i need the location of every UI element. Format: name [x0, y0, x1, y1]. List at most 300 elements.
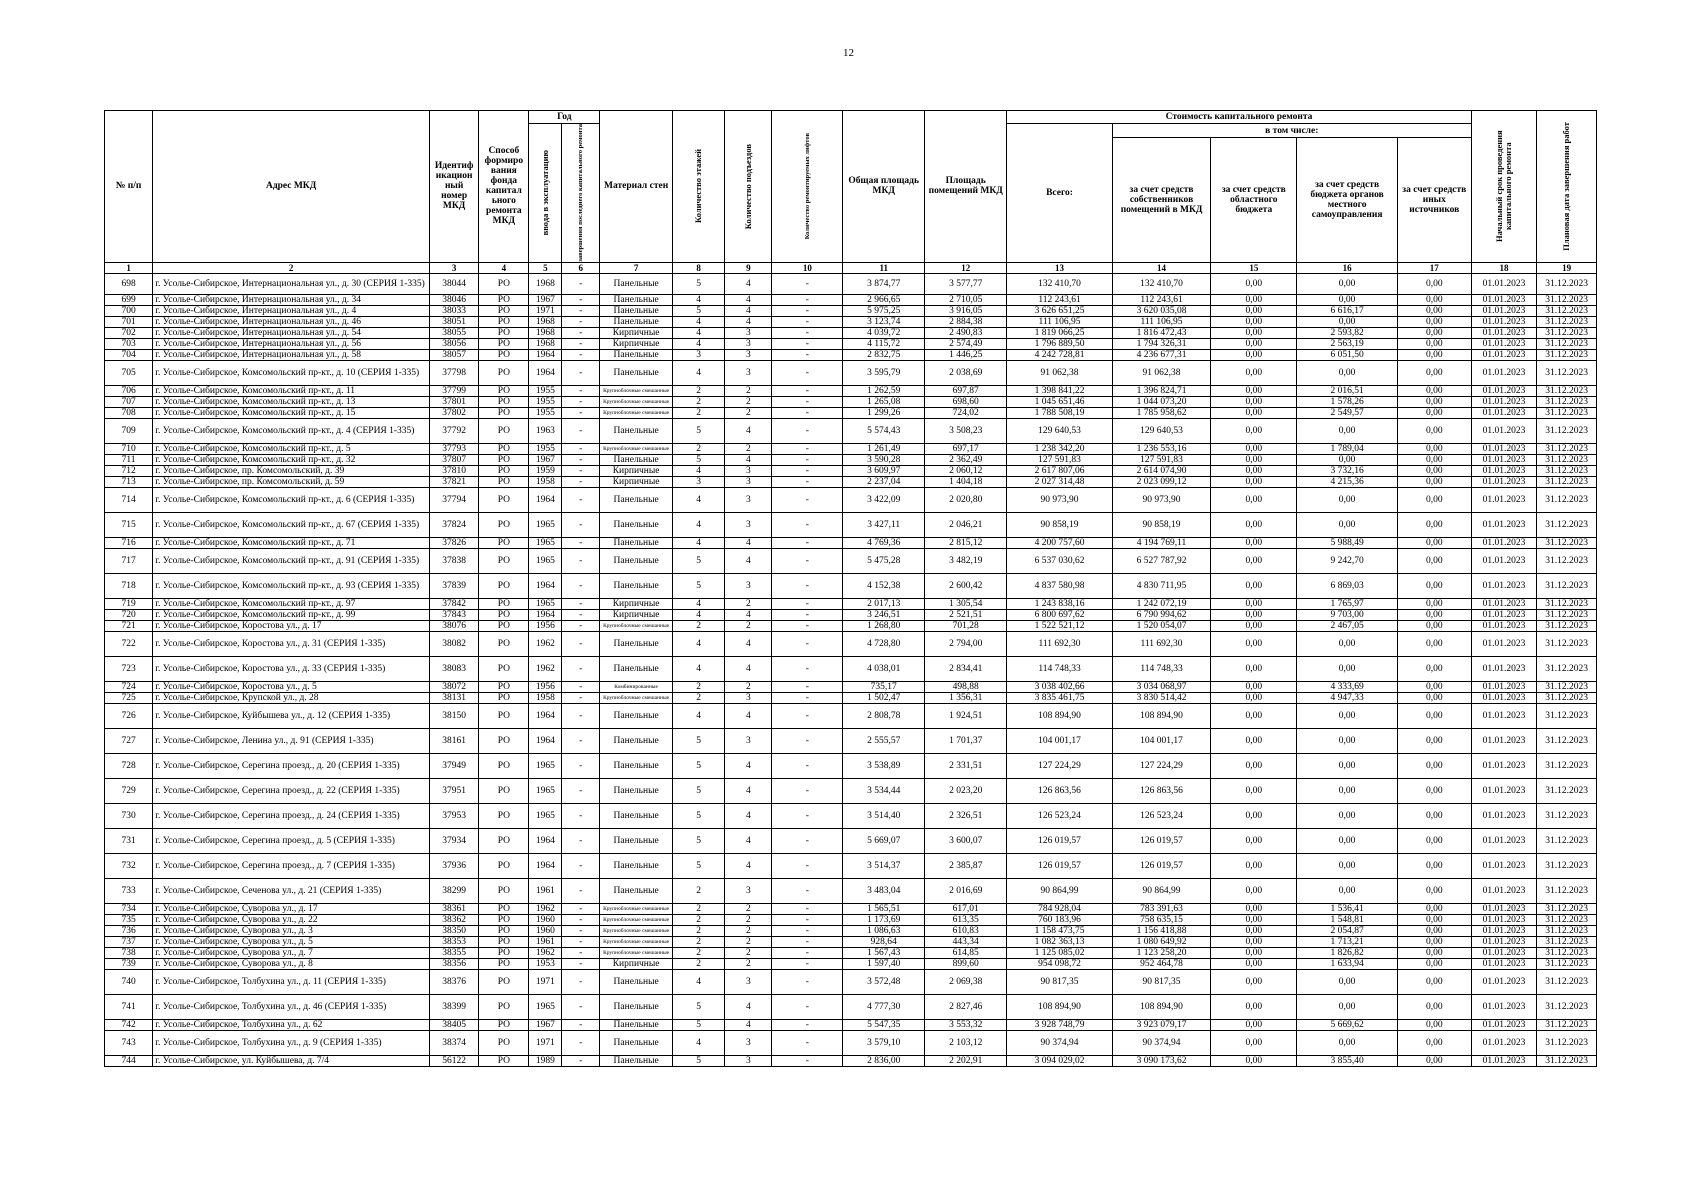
header-start-date-text: Начальный срок проведения капитального ремонта — [1494, 130, 1514, 243]
cost-other: 0,00 — [1397, 728, 1471, 753]
premises-area: 698,60 — [925, 396, 1007, 407]
table-row — [105, 465, 1597, 476]
address: г. Усолье-Сибирское, Интернациональная ул., д. 34 — [153, 294, 430, 305]
cost-owners: 3 034 068,97 — [1112, 681, 1210, 692]
year-last-repair: - — [562, 396, 600, 407]
row-number: 740 — [105, 969, 153, 994]
cost-owners: 90 858,19 — [1112, 512, 1210, 537]
premises-area: 2 331,51 — [925, 753, 1007, 778]
ident-number: 37792 — [430, 418, 479, 443]
column-number: 11 — [843, 262, 925, 273]
year-commission: 1960 — [529, 925, 562, 936]
header-cost-total: Всего: — [1007, 124, 1113, 263]
header-start-date — [1471, 111, 1537, 263]
start-date: 01.01.2023 — [1471, 728, 1537, 753]
header-incl: в том числе: — [1112, 124, 1471, 138]
cost-other: 0,00 — [1397, 443, 1471, 454]
table-row — [105, 573, 1597, 598]
row-number: 719 — [105, 598, 153, 609]
entrances: 4 — [725, 631, 772, 656]
row-number: 744 — [105, 1055, 153, 1066]
floors: 2 — [673, 914, 725, 925]
cost-other: 0,00 — [1397, 903, 1471, 914]
year-commission: 1967 — [529, 454, 562, 465]
end-date: 31.12.2023 — [1537, 656, 1597, 681]
entrances: 3 — [725, 512, 772, 537]
cost-other: 0,00 — [1397, 385, 1471, 396]
cost-local: 0,00 — [1297, 656, 1397, 681]
cost-owners: 126 019,57 — [1112, 828, 1210, 853]
cost-other: 0,00 — [1397, 703, 1471, 728]
entrances: 2 — [725, 598, 772, 609]
fund-method: РО — [479, 903, 529, 914]
cost-local: 1 826,82 — [1297, 947, 1397, 958]
entrances: 4 — [725, 853, 772, 878]
cost-total: 1 398 841,22 — [1007, 385, 1113, 396]
fund-method: РО — [479, 305, 529, 316]
end-date: 31.12.2023 — [1537, 454, 1597, 465]
ident-number: 38361 — [430, 903, 479, 914]
total-area: 928,64 — [843, 936, 925, 947]
floors: 4 — [673, 969, 725, 994]
cost-regional: 0,00 — [1211, 598, 1297, 609]
row-number: 723 — [105, 656, 153, 681]
table-row — [105, 598, 1597, 609]
end-date: 31.12.2023 — [1537, 273, 1597, 294]
address: г. Усолье-Сибирское, Толбухина ул., д. 62 — [153, 1019, 430, 1030]
cost-local: 2 467,05 — [1297, 620, 1397, 631]
ident-number: 38046 — [430, 294, 479, 305]
start-date: 01.01.2023 — [1471, 294, 1537, 305]
table-row — [105, 537, 1597, 548]
total-area: 3 538,89 — [843, 753, 925, 778]
cost-owners: 1 785 958,62 — [1112, 407, 1210, 418]
cost-total: 126 019,57 — [1007, 853, 1113, 878]
year-commission: 1971 — [529, 305, 562, 316]
cost-regional: 0,00 — [1211, 828, 1297, 853]
entrances: 2 — [725, 385, 772, 396]
year-last-repair: - — [562, 487, 600, 512]
floors: 4 — [673, 294, 725, 305]
total-area: 3 123,74 — [843, 316, 925, 327]
cost-total: 784 928,04 — [1007, 903, 1113, 914]
fund-method: РО — [479, 487, 529, 512]
premises-area: 2 020,80 — [925, 487, 1007, 512]
end-date: 31.12.2023 — [1537, 385, 1597, 396]
end-date: 31.12.2023 — [1537, 803, 1597, 828]
premises-area: 2 884,38 — [925, 316, 1007, 327]
end-date: 31.12.2023 — [1537, 631, 1597, 656]
wall-material: Панельные — [600, 853, 673, 878]
year-commission: 1956 — [529, 620, 562, 631]
cost-other: 0,00 — [1397, 925, 1471, 936]
cost-owners: 114 748,33 — [1112, 656, 1210, 681]
start-date: 01.01.2023 — [1471, 969, 1537, 994]
cost-regional: 0,00 — [1211, 728, 1297, 753]
header-end-date-text: Плановая дата завершения работ — [1561, 122, 1572, 251]
row-number: 715 — [105, 512, 153, 537]
cost-total: 112 243,61 — [1007, 294, 1113, 305]
year-last-repair: - — [562, 1055, 600, 1066]
cost-regional: 0,00 — [1211, 656, 1297, 681]
ident-number: 38082 — [430, 631, 479, 656]
address: г. Усолье-Сибирское, Комсомольский пр-кт., д. 11 — [153, 385, 430, 396]
ident-number: 38399 — [430, 994, 479, 1019]
address: г. Усолье-Сибирское, Коростова ул., д. 33 (СЕРИЯ 1-335) — [153, 656, 430, 681]
cost-other: 0,00 — [1397, 454, 1471, 465]
table-row — [105, 454, 1597, 465]
cost-other: 0,00 — [1397, 573, 1471, 598]
ident-number: 38356 — [430, 958, 479, 969]
premises-area: 1 305,54 — [925, 598, 1007, 609]
year-commission: 1965 — [529, 778, 562, 803]
year-last-repair: - — [562, 853, 600, 878]
year-commission: 1989 — [529, 1055, 562, 1066]
floors: 4 — [673, 609, 725, 620]
year-last-repair: - — [562, 753, 600, 778]
cost-owners: 1 080 649,92 — [1112, 936, 1210, 947]
entrances: 3 — [725, 1030, 772, 1055]
cost-total: 90 864,99 — [1007, 878, 1113, 903]
cost-other: 0,00 — [1397, 360, 1471, 385]
entrances: 2 — [725, 407, 772, 418]
cost-regional: 0,00 — [1211, 936, 1297, 947]
cost-regional: 0,00 — [1211, 969, 1297, 994]
column-number: 8 — [673, 262, 725, 273]
header-year-last-repair — [562, 124, 600, 263]
entrances: 4 — [725, 273, 772, 294]
year-last-repair: - — [562, 360, 600, 385]
address: г. Усолье-Сибирское, Суворова ул., д. 5 — [153, 936, 430, 947]
table-row — [105, 316, 1597, 327]
table-body — [105, 273, 1597, 1066]
entrances: 3 — [725, 487, 772, 512]
cost-total: 2 617 807,06 — [1007, 465, 1113, 476]
cost-regional: 0,00 — [1211, 573, 1297, 598]
year-commission: 1960 — [529, 914, 562, 925]
total-area: 1 565,51 — [843, 903, 925, 914]
year-last-repair: - — [562, 828, 600, 853]
wall-material: Крупноблочные смешанные — [600, 620, 673, 631]
floors: 2 — [673, 947, 725, 958]
entrances: 3 — [725, 878, 772, 903]
year-commission: 1964 — [529, 853, 562, 878]
cost-local: 0,00 — [1297, 1030, 1397, 1055]
premises-area: 2 362,49 — [925, 454, 1007, 465]
address: г. Усолье-Сибирское, Суворова ул., д. 17 — [153, 903, 430, 914]
fund-method: РО — [479, 327, 529, 338]
ident-number: 38044 — [430, 273, 479, 294]
elevators: - — [772, 598, 843, 609]
entrances: 2 — [725, 936, 772, 947]
premises-area: 3 482,19 — [925, 548, 1007, 573]
start-date: 01.01.2023 — [1471, 620, 1537, 631]
cost-local: 2 593,82 — [1297, 327, 1397, 338]
header-floors — [673, 111, 725, 263]
entrances: 3 — [725, 969, 772, 994]
ident-number: 38374 — [430, 1030, 479, 1055]
cost-local: 1 713,21 — [1297, 936, 1397, 947]
ident-number: 37951 — [430, 778, 479, 803]
start-date: 01.01.2023 — [1471, 925, 1537, 936]
cost-total: 126 019,57 — [1007, 828, 1113, 853]
floors: 4 — [673, 338, 725, 349]
elevators: - — [772, 338, 843, 349]
elevators: - — [772, 753, 843, 778]
table-row — [105, 1030, 1597, 1055]
entrances: 3 — [725, 327, 772, 338]
floors: 5 — [673, 753, 725, 778]
row-number: 735 — [105, 914, 153, 925]
cost-local: 0,00 — [1297, 878, 1397, 903]
year-commission: 1961 — [529, 878, 562, 903]
start-date: 01.01.2023 — [1471, 418, 1537, 443]
total-area: 1 086,63 — [843, 925, 925, 936]
header-cost-regional: за счет средств областного бюджета — [1211, 138, 1297, 262]
cost-local: 0,00 — [1297, 728, 1397, 753]
entrances: 4 — [725, 656, 772, 681]
cost-local: 0,00 — [1297, 294, 1397, 305]
wall-material: Крупноблочные смешанные — [600, 925, 673, 936]
cost-owners: 3 090 173,62 — [1112, 1055, 1210, 1066]
row-number: 743 — [105, 1030, 153, 1055]
total-area: 5 574,43 — [843, 418, 925, 443]
premises-area: 2 016,69 — [925, 878, 1007, 903]
table-row — [105, 969, 1597, 994]
table-row — [105, 407, 1597, 418]
year-commission: 1955 — [529, 396, 562, 407]
total-area: 1 597,40 — [843, 958, 925, 969]
cost-total: 90 817,35 — [1007, 969, 1113, 994]
cost-total: 126 523,24 — [1007, 803, 1113, 828]
end-date: 31.12.2023 — [1537, 947, 1597, 958]
elevators: - — [772, 418, 843, 443]
year-commission: 1962 — [529, 656, 562, 681]
table-row — [105, 778, 1597, 803]
start-date: 01.01.2023 — [1471, 338, 1537, 349]
table-row — [105, 703, 1597, 728]
total-area: 3 483,04 — [843, 878, 925, 903]
cost-other: 0,00 — [1397, 598, 1471, 609]
cost-local: 1 765,97 — [1297, 598, 1397, 609]
cost-owners: 952 464,78 — [1112, 958, 1210, 969]
floors: 2 — [673, 681, 725, 692]
column-number: 9 — [725, 262, 772, 273]
address: г. Усолье-Сибирское, Крупской ул., д. 28 — [153, 692, 430, 703]
address: г. Усолье-Сибирское, Толбухина ул., д. 46 (СЕРИЯ 1-335) — [153, 994, 430, 1019]
total-area: 3 246,51 — [843, 609, 925, 620]
start-date: 01.01.2023 — [1471, 914, 1537, 925]
table-row — [105, 878, 1597, 903]
wall-material: Панельные — [600, 753, 673, 778]
ident-number: 37801 — [430, 396, 479, 407]
wall-material: Панельные — [600, 305, 673, 316]
cost-owners: 6 790 994,62 — [1112, 609, 1210, 620]
ident-number: 37842 — [430, 598, 479, 609]
header-cost-local: за счет средств бюджета органов местного самоуправления — [1297, 138, 1397, 262]
cost-local: 0,00 — [1297, 512, 1397, 537]
total-area: 5 547,35 — [843, 1019, 925, 1030]
end-date: 31.12.2023 — [1537, 512, 1597, 537]
cost-local: 0,00 — [1297, 778, 1397, 803]
row-number: 728 — [105, 753, 153, 778]
start-date: 01.01.2023 — [1471, 316, 1537, 327]
total-area: 2 555,57 — [843, 728, 925, 753]
entrances: 4 — [725, 803, 772, 828]
cost-regional: 0,00 — [1211, 294, 1297, 305]
entrances: 2 — [725, 396, 772, 407]
row-number: 707 — [105, 396, 153, 407]
table-row — [105, 273, 1597, 294]
cost-owners: 1 816 472,43 — [1112, 327, 1210, 338]
fund-method: РО — [479, 631, 529, 656]
premises-area: 2 834,41 — [925, 656, 1007, 681]
end-date: 31.12.2023 — [1537, 620, 1597, 631]
premises-area: 2 600,42 — [925, 573, 1007, 598]
end-date: 31.12.2023 — [1537, 828, 1597, 853]
column-number: 10 — [772, 262, 843, 273]
floors: 2 — [673, 878, 725, 903]
cost-local: 0,00 — [1297, 273, 1397, 294]
cost-regional: 0,00 — [1211, 512, 1297, 537]
cost-total: 1 243 838,16 — [1007, 598, 1113, 609]
wall-material: Панельные — [600, 418, 673, 443]
ident-number: 38057 — [430, 349, 479, 360]
end-date: 31.12.2023 — [1537, 396, 1597, 407]
row-number: 712 — [105, 465, 153, 476]
elevators: - — [772, 925, 843, 936]
total-area: 3 427,11 — [843, 512, 925, 537]
address: г. Усолье-Сибирское, Комсомольский пр-кт., д. 32 — [153, 454, 430, 465]
elevators: - — [772, 273, 843, 294]
start-date: 01.01.2023 — [1471, 573, 1537, 598]
end-date: 31.12.2023 — [1537, 958, 1597, 969]
ident-number: 38055 — [430, 327, 479, 338]
floors: 2 — [673, 385, 725, 396]
cost-total: 1 125 085,02 — [1007, 947, 1113, 958]
column-number: 3 — [430, 262, 479, 273]
total-area: 735,17 — [843, 681, 925, 692]
cost-regional: 0,00 — [1211, 1055, 1297, 1066]
elevators: - — [772, 728, 843, 753]
cost-regional: 0,00 — [1211, 360, 1297, 385]
wall-material: Панельные — [600, 537, 673, 548]
wall-material: Крупноблочные смешанные — [600, 947, 673, 958]
cost-owners: 108 894,90 — [1112, 703, 1210, 728]
address: г. Усолье-Сибирское, Серегина проезд., д. 22 (СЕРИЯ 1-335) — [153, 778, 430, 803]
cost-local: 0,00 — [1297, 316, 1397, 327]
fund-method: РО — [479, 465, 529, 476]
ident-number: 37934 — [430, 828, 479, 853]
table-row — [105, 476, 1597, 487]
row-number: 710 — [105, 443, 153, 454]
table-row — [105, 853, 1597, 878]
year-commission: 1962 — [529, 903, 562, 914]
cost-local: 6 616,17 — [1297, 305, 1397, 316]
fund-method: РО — [479, 418, 529, 443]
entrances: 4 — [725, 753, 772, 778]
cost-regional: 0,00 — [1211, 703, 1297, 728]
address: г. Усолье-Сибирское, Ленина ул., д. 91 (СЕРИЯ 1-335) — [153, 728, 430, 753]
table-row — [105, 914, 1597, 925]
entrances: 3 — [725, 692, 772, 703]
year-last-repair: - — [562, 947, 600, 958]
row-number: 730 — [105, 803, 153, 828]
floors: 2 — [673, 620, 725, 631]
row-number: 729 — [105, 778, 153, 803]
elevators: - — [772, 878, 843, 903]
column-number: 19 — [1537, 262, 1597, 273]
cost-regional: 0,00 — [1211, 925, 1297, 936]
wall-material: Панельные — [600, 360, 673, 385]
cost-other: 0,00 — [1397, 1019, 1471, 1030]
fund-method: РО — [479, 703, 529, 728]
cost-owners: 126 019,57 — [1112, 853, 1210, 878]
year-last-repair: - — [562, 925, 600, 936]
floors: 2 — [673, 443, 725, 454]
year-last-repair: - — [562, 349, 600, 360]
start-date: 01.01.2023 — [1471, 656, 1537, 681]
cost-total: 126 863,56 — [1007, 778, 1113, 803]
year-commission: 1965 — [529, 803, 562, 828]
end-date: 31.12.2023 — [1537, 294, 1597, 305]
column-number-row — [105, 262, 1597, 273]
start-date: 01.01.2023 — [1471, 803, 1537, 828]
cost-owners: 783 391,63 — [1112, 903, 1210, 914]
cost-owners: 1 242 072,19 — [1112, 598, 1210, 609]
cost-owners: 1 123 258,20 — [1112, 947, 1210, 958]
floors: 4 — [673, 1030, 725, 1055]
fund-method: РО — [479, 360, 529, 385]
year-last-repair: - — [562, 537, 600, 548]
year-last-repair: - — [562, 598, 600, 609]
column-number: 5 — [529, 262, 562, 273]
floors: 4 — [673, 465, 725, 476]
floors: 5 — [673, 305, 725, 316]
fund-method: РО — [479, 753, 529, 778]
premises-area: 443,34 — [925, 936, 1007, 947]
total-area: 5 475,28 — [843, 548, 925, 573]
total-area: 4 728,80 — [843, 631, 925, 656]
fund-method: РО — [479, 443, 529, 454]
year-last-repair: - — [562, 803, 600, 828]
row-number: 734 — [105, 903, 153, 914]
floors: 4 — [673, 487, 725, 512]
fund-method: РО — [479, 396, 529, 407]
year-last-repair: - — [562, 692, 600, 703]
start-date: 01.01.2023 — [1471, 349, 1537, 360]
total-area: 2 832,75 — [843, 349, 925, 360]
floors: 2 — [673, 958, 725, 969]
wall-material: Панельные — [600, 294, 673, 305]
address: г. Усолье-Сибирское, Суворова ул., д. 22 — [153, 914, 430, 925]
cost-regional: 0,00 — [1211, 609, 1297, 620]
cost-total: 954 098,72 — [1007, 958, 1113, 969]
year-last-repair: - — [562, 512, 600, 537]
fund-method: РО — [479, 512, 529, 537]
wall-material: Панельные — [600, 778, 673, 803]
start-date: 01.01.2023 — [1471, 681, 1537, 692]
cost-local: 1 578,26 — [1297, 396, 1397, 407]
row-number: 737 — [105, 936, 153, 947]
cost-owners: 104 001,17 — [1112, 728, 1210, 753]
premises-area: 2 574,49 — [925, 338, 1007, 349]
cost-regional: 0,00 — [1211, 1019, 1297, 1030]
row-number: 699 — [105, 294, 153, 305]
column-number: 1 — [105, 262, 153, 273]
elevators: - — [772, 548, 843, 573]
cost-local: 0,00 — [1297, 853, 1397, 878]
